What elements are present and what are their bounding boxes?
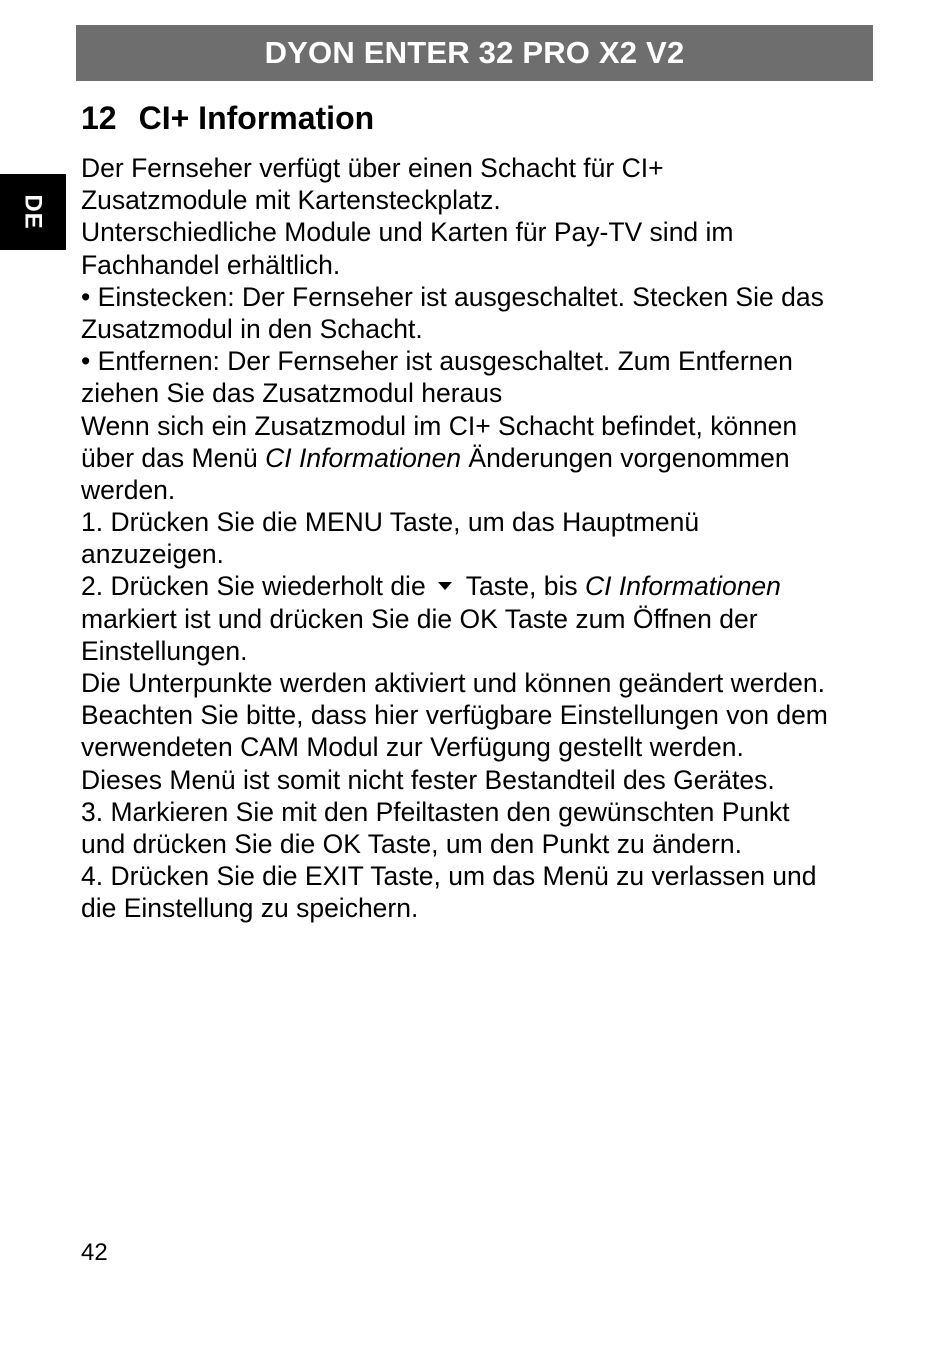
text-line: und drücken Sie die OK Taste, um den Punkt zu ändern. [81, 828, 742, 859]
text-line: Zusatzmodule mit Kartensteckplatz. [81, 185, 501, 216]
bullet-remove: • Entfernen: Der Fernseher ist ausgeschaltet. Zum Entfernen [81, 346, 793, 377]
step-2 [81, 570, 881, 602]
step-4: 4. Drücken Sie die EXIT Taste, um das Menü zu verlassen und [81, 861, 817, 892]
header-title: DYON ENTER 32 PRO X2 V2 [264, 35, 685, 70]
arrow-down-icon [438, 582, 452, 590]
text-line: verwendeten CAM Modul zur Verfügung gestellt werden. [81, 732, 744, 763]
text-line: Der Fernseher verfügt über einen Schacht für CI+ [81, 153, 664, 183]
language-tab [0, 174, 66, 250]
section-number: 12 [81, 100, 117, 136]
text-line: werden. [81, 474, 176, 505]
text-line: Fachhandel erhältlich. [81, 249, 341, 280]
text-span: Taste, bis [465, 571, 585, 602]
bullet-insert: • Einstecken: Der Fernseher ist ausgeschaltet. Stecken Sie das [81, 281, 824, 312]
text-line: Beachten Sie bitte, dass hier verfügbare Einstellungen von dem [81, 700, 828, 731]
section-heading [81, 96, 374, 140]
text-span: 2. Drücken Sie wiederholt die [81, 571, 426, 602]
text-line: die Einstellung zu speichern. [81, 893, 419, 924]
text-line: Dieses Menü ist somit nicht fester Bestandteil des Gerätes. [81, 764, 775, 795]
text-span: über das Menü [81, 442, 266, 473]
text-line: Zusatzmodul in den Schacht. [81, 313, 423, 344]
text-line: ziehen Sie das Zusatzmodul heraus [81, 378, 503, 409]
step-1: 1. Drücken Sie die MENU Taste, um das Hauptmenü [81, 507, 700, 538]
menu-name-italic: CI Informationen [265, 442, 462, 473]
page-number: 42 [81, 1239, 108, 1266]
text-line: Einstellungen. [81, 635, 248, 666]
text-line [81, 442, 881, 474]
text-line: anzuzeigen. [81, 539, 224, 570]
text-line: Die Unterpunkte werden aktiviert und können geändert werden. [81, 668, 825, 698]
text-span: Änderungen vorgenommen [461, 442, 790, 473]
language-label: DE [20, 194, 47, 230]
text-line: Unterschiedliche Module und Karten für Pay-TV sind im [81, 217, 734, 248]
step-3: 3. Markieren Sie mit den Pfeiltasten den gewünschten Punkt [81, 796, 790, 827]
body-text [81, 152, 881, 925]
section-title: CI+ Information [138, 100, 375, 136]
document-header [76, 25, 873, 81]
text-line: Wenn sich ein Zusatzmodul im CI+ Schacht befindet, können [81, 410, 798, 441]
text-line: markiert ist und drücken Sie die OK Taste zum Öffnen der [81, 603, 758, 634]
menu-name-italic: CI Informationen [585, 571, 781, 602]
